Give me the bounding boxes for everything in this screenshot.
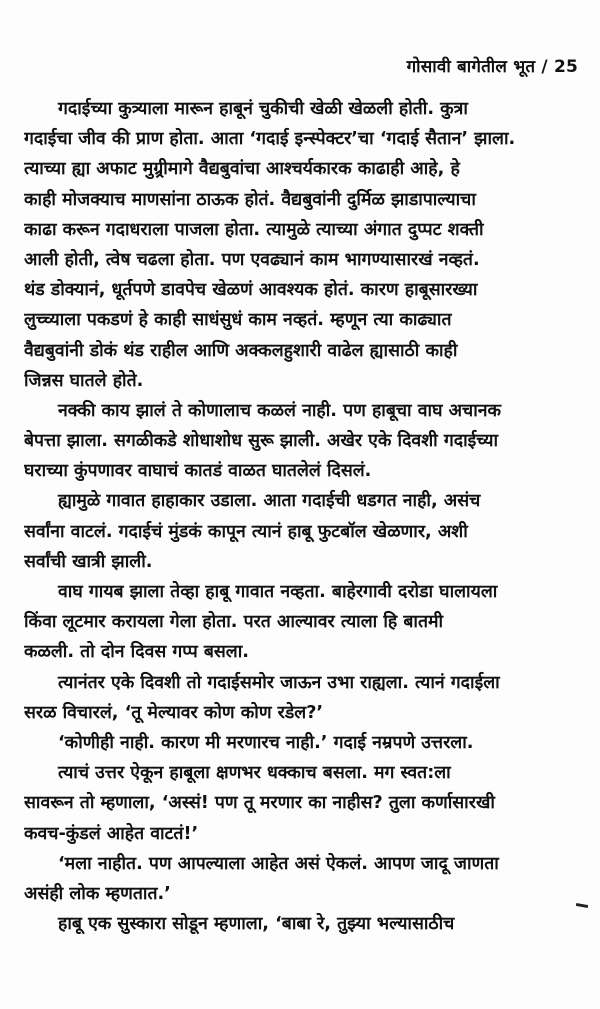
text-line: आली होती, त्वेष चढला होता. पण एवढ्यानं काम भागण्यासारखं नव्हतं. [24,249,480,270]
text-line: काढा करून गदाधराला पाजला होता. त्यामुळे त्याच्या अंगात दुप्पट शक्ती [24,219,484,240]
text-line: लुच्च्याला पकडणं हे काही साधंसुधं काम नव्हतं. म्हणून त्या काढ्यात [24,310,452,331]
text-line: घराच्या कुंपणावर वाघाचं कातडं वाळत घातलेलं दिसलं. [24,461,372,482]
text-line: जिन्नस घातले होते. [24,370,144,391]
running-header: गोसावी बागेतील भूत / 25 [406,57,578,77]
text-line: ‘मला नाहीत. पण आपल्याला आहेत असं ऐकलं. आपण जादू जाणता [58,853,499,874]
text-line: सर्वांची खात्री झाली. [24,551,153,572]
text-line: ह्यामुळे गावात हाहाकार उडाला. आता गदाईची धडगत नाही, असंच [58,491,481,512]
text-line: वाघ गायब झाला तेव्हा हाबू गावात नव्हता. बाहेरगावी दरोडा घालायला [58,582,498,602]
text-line: किंवा लूटमार करायला गेला होता. परत आल्यावर त्याला हि बातमी [24,612,444,633]
text-line: सर्वांना वाटलं. गदाईचं मुंडकं कापून त्यानं हाबू फुटबॉल खेळणार, अशी [24,521,468,542]
text-line: त्याच्या ह्या अफाट मुग्र्रीमागे वैद्यबुवांचा आश्चर्यकारक काढाही आहे, हे [24,159,460,180]
text-line: सरळ विचारलं, ‘तू मेल्यावर कोण कोण रडेल?’ [24,702,324,723]
text-line: असंही लोक म्हणतात.’ [24,883,171,904]
text-line: सावरून तो म्हणाला, ‘अस्सं! पण तू मरणार का नाहीस? तुला कर्णासारखी [24,793,495,814]
text-line: त्याचं उत्तर ऐकून हाबूला क्षणभर धक्काच बसला. मग स्वत:ला [58,763,451,784]
text-line: ‘कोणीही नाही. कारण मी मरणारच नाही.’ गदाई नम्रपणे उत्तरला. [58,732,474,753]
text-line: कवच-कुंडलं आहेत वाटतं!’ [24,823,199,844]
body-text [24,94,580,939]
text-line: गदाईच्या कुत्र्याला मारून हाबूनं चुकीची खेळी खेळली होती. कुत्रा [58,99,468,119]
text-line: कळली. तो दोन दिवस गप्प बसला. [24,642,249,663]
text-line: नक्की काय झालं ते कोणालाच कळलं नाही. पण हाबूचा वाघ अचानक [58,400,502,421]
text-line: बेपत्ता झाला. सगळीकडे शोधाशोध सुरू झाली. अखेर एके दिवशी गदाईच्या [24,431,499,452]
text-line: काही मोजक्याच माणसांना ठाऊक होतं. वैद्यबुवांनी दुर्मिळ झाडापाल्याचा [24,189,476,210]
text-line: थंड डोक्यानं, धूर्तपणे डावपेच खेळणं आवश्यक होतं. कारण हाबूसारख्या [24,280,478,301]
text-line: वैद्यबुवांनी डोकं थंड राहील आणि अक्कलहुशारी वाढेल ह्यासाठी काही [24,340,458,361]
text-line: हाबू एक सुस्कारा सोडून म्हणाला, ‘बाबा रे, तुझ्या भल्यासाठीच [58,914,455,935]
text-line: गदाईचा जीव की प्राण होता. आता ‘गदाई इन्स्पेक्टर’चा ‘गदाई सैतान’ झाला. [24,129,516,150]
text-line: त्यानंतर एके दिवशी तो गदाईसमोर जाऊन उभा राह्यला. त्यानं गदाईला [58,672,500,693]
